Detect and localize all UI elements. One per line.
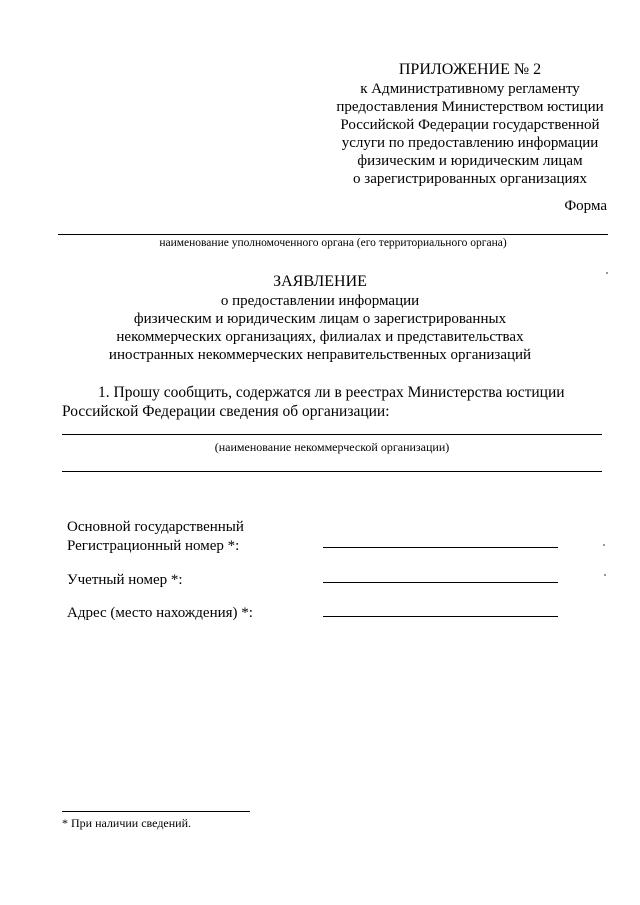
- request-line-2: Российской Федерации сведения об организации:: [62, 403, 390, 420]
- org-name-line-2: [62, 471, 602, 472]
- scan-speck: [606, 272, 608, 274]
- heading-line: физическим и юридическим лицам о зарегистрированных: [133, 311, 507, 327]
- request-line-1: 1. Прошу сообщить, содержатся ли в реестрах Министерства юстиции: [98, 384, 565, 401]
- account-number-field-line: [323, 582, 558, 583]
- org-caption: (наименование некоммерческой организации): [214, 440, 450, 454]
- account-number-label: Учетный номер *:: [67, 572, 183, 588]
- org-name-line: [62, 434, 602, 435]
- address-field-line: [323, 616, 558, 617]
- appendix-line: Российской Федерации государственной: [340, 117, 600, 133]
- ogrn-label-line-2: Регистрационный номер *:: [67, 538, 240, 554]
- footnote: * При наличии сведений.: [62, 816, 192, 830]
- heading-line: иностранных некоммерческих неправительственных организаций: [108, 347, 532, 363]
- address-label: Адрес (место нахождения) *:: [67, 605, 253, 621]
- ogrn-label: [67, 518, 244, 556]
- appendix-line: о зарегистрированных организациях: [353, 171, 587, 187]
- appendix-title: ПРИЛОЖЕНИЕ № 2: [398, 61, 542, 78]
- authority-caption: наименование уполномоченного органа (его территориального органа): [159, 237, 507, 249]
- application-heading: [80, 272, 560, 364]
- footnote-separator: [62, 811, 250, 812]
- scan-speck: [604, 574, 606, 576]
- appendix-line: предоставления Министерством юстиции: [336, 99, 604, 115]
- authority-line: [58, 234, 608, 235]
- appendix-line: услуги по предоставлению информации: [341, 135, 599, 151]
- application-title: ЗАЯВЛЕНИЕ: [273, 273, 367, 290]
- ogrn-field-line: [323, 547, 558, 548]
- appendix-line: к Административному регламенту: [360, 81, 580, 97]
- appendix-line: физическим и юридическим лицам: [357, 153, 583, 169]
- scan-speck: [603, 544, 605, 546]
- request-paragraph: [62, 383, 607, 421]
- ogrn-label-line-1: Основной государственный: [67, 519, 244, 535]
- heading-line: некоммерческих организациях, филиалах и представительствах: [116, 329, 524, 345]
- form-label: Форма: [564, 198, 607, 214]
- heading-line: о предоставлении информации: [220, 293, 420, 309]
- appendix-block: [325, 60, 615, 188]
